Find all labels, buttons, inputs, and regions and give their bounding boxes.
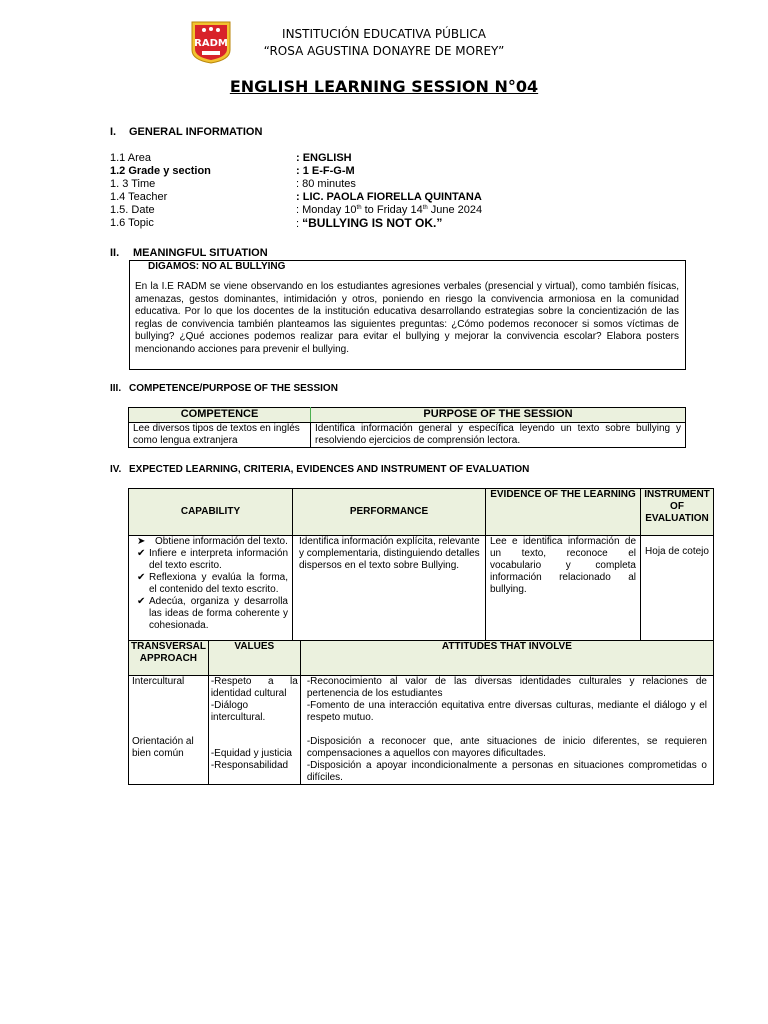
evidence-value: Lee e identifica información de un texto, reconoce el vocabulario y completa información relacionado al bullying. (486, 536, 641, 641)
institution-line1: INSTITUCIÓN EDUCATIVA PÚBLICA (282, 27, 486, 41)
info-value-grade: : 1 E-F-G-M (296, 165, 355, 177)
performance-value: Identifica información explícita, relevante y complementaria, distinguiendo detalles dispersos en el texto sobre Bullying. (293, 536, 486, 641)
info-value-area: : ENGLISH (296, 152, 352, 164)
meaningful-situation-box (129, 260, 686, 370)
list-item: ✔ Reflexiona y evalúa la forma, el contenido del texto escrito. (137, 572, 288, 595)
purpose-value: Identifica información general y específica leyendo un texto sobre bullying y resolviendo ejercicios de comprensión lectora. (311, 423, 686, 448)
institution-line2: “ROSA AGUSTINA DONAYRE DE MOREY” (263, 44, 505, 58)
approach-intercultural: Intercultural (132, 676, 185, 687)
evidence-header: EVIDENCE OF THE LEARNING (486, 489, 641, 536)
list-item: ✔ Adecúa, organiza y desarrolla las ideas de forma coherente y cohesionada. (137, 596, 288, 631)
list-item: ✔ Infiere e interpreta información del texto escrito. (137, 548, 288, 571)
performance-header: PERFORMANCE (293, 489, 486, 536)
instrument-header: INSTRUMENT OF EVALUATION (641, 489, 714, 536)
section-heading-competence: III. COMPETENCE/PURPOSE OF THE SESSION (110, 383, 338, 394)
approach-bien-comun: Orientación al bien común (132, 736, 194, 759)
transversal-table (128, 640, 714, 785)
general-info-list (110, 152, 610, 230)
info-value-time: : 80 minutes (296, 178, 356, 190)
values-cell: -Respeto a la identidad cultural -Diálogo intercultural. -Equidad y justicia -Responsabilidad (208, 676, 300, 785)
capability-list (137, 536, 288, 632)
attitudes-cell: -Reconocimiento al valor de las diversas identidades culturales y relaciones de pertenencia de los estudiantes -Fomento de una interacción equitativa entre diversas culturas, mediante el diálogo y el respeto mutuo. -Disposición a reconocer que, ante situaciones de inicio diferentes, se requieren compensaciones a aquellos con mayores dificultades. -Disposición a apoyar incondicionalmente a personas en situaciones comprometidas o difíciles. (300, 676, 713, 785)
capability-header: CAPABILITY (129, 489, 293, 536)
logo-text: RADM (194, 38, 228, 49)
section-heading-expected-learning: IV. EXPECTED LEARNING, CRITERIA, EVIDENCES AND INSTRUMENT OF EVALUATION (110, 464, 530, 475)
info-value-teacher: : LIC. PAOLA FIORELLA QUINTANA (296, 191, 482, 203)
values-header: VALUES (208, 641, 300, 676)
competence-table (128, 407, 686, 448)
section-heading-meaningful-situation: II. MEANINGFUL SITUATION (110, 247, 268, 259)
info-row-grade: 1.2 Grade y section : 1 E-F-G-M (110, 165, 355, 177)
transversal-approach-header: TRANSVERSAL APPROACH (129, 641, 209, 676)
evaluation-table (128, 488, 714, 641)
situation-paragraph: En la I.E RADM se viene observando en los estudiantes agresiones verbales (presencial y virtual), como también físicas, amenazas, gestos dominantes, intimidación y otros, poniendo en riesgo la convivencia armoniosa en la comunidad educativa. Por lo que los docentes de la institución educativa desarrollando estrategias sobre la concientización de las reglas de convivencia también planteamos las siguientes preguntas: ¿Cómo podemos reconocer si somos víctimas de bullying? ¿Qué acciones podemos realizar para evitar el bullying y mejorar la convivencia escolar? Elabora posters mencionando acciones para prevenir el bullying. (135, 281, 679, 355)
info-value-date: : Monday 10th to Friday 14th June 2024 (296, 204, 483, 216)
info-row-area: 1.1 Area : ENGLISH (110, 152, 352, 164)
section-heading-general-info: I. GENERAL INFORMATION (110, 126, 263, 138)
info-row-date: 1.5. Date : Monday 10th to Friday 14th June 2024 (110, 204, 483, 216)
info-row-teacher: 1.4 Teacher : LIC. PAOLA FIORELLA QUINTANA (110, 191, 482, 203)
list-item: ➤ Obtiene información del texto. (137, 536, 288, 547)
capability-list-cell (129, 536, 293, 641)
competence-header: COMPETENCE (129, 408, 311, 423)
purpose-header: PURPOSE OF THE SESSION (311, 408, 686, 423)
info-row-topic: 1.6 Topic : “BULLYING IS NOT OK.” (110, 216, 443, 230)
info-row-time: 1. 3 Time : 80 minutes (110, 178, 356, 190)
instrument-value: Hoja de cotejo (641, 536, 714, 641)
approach-cell (129, 676, 209, 785)
page-title: ENGLISH LEARNING SESSION N°04 (229, 77, 539, 96)
situation-heading: DIGAMOS: NO AL BULLYING (148, 261, 286, 272)
attitudes-header: ATTITUDES THAT INVOLVE (300, 641, 713, 676)
competence-value: Lee diversos tipos de textos en inglés como lengua extranjera (129, 423, 311, 448)
info-value-topic: : “BULLYING IS NOT OK.” (296, 216, 443, 230)
